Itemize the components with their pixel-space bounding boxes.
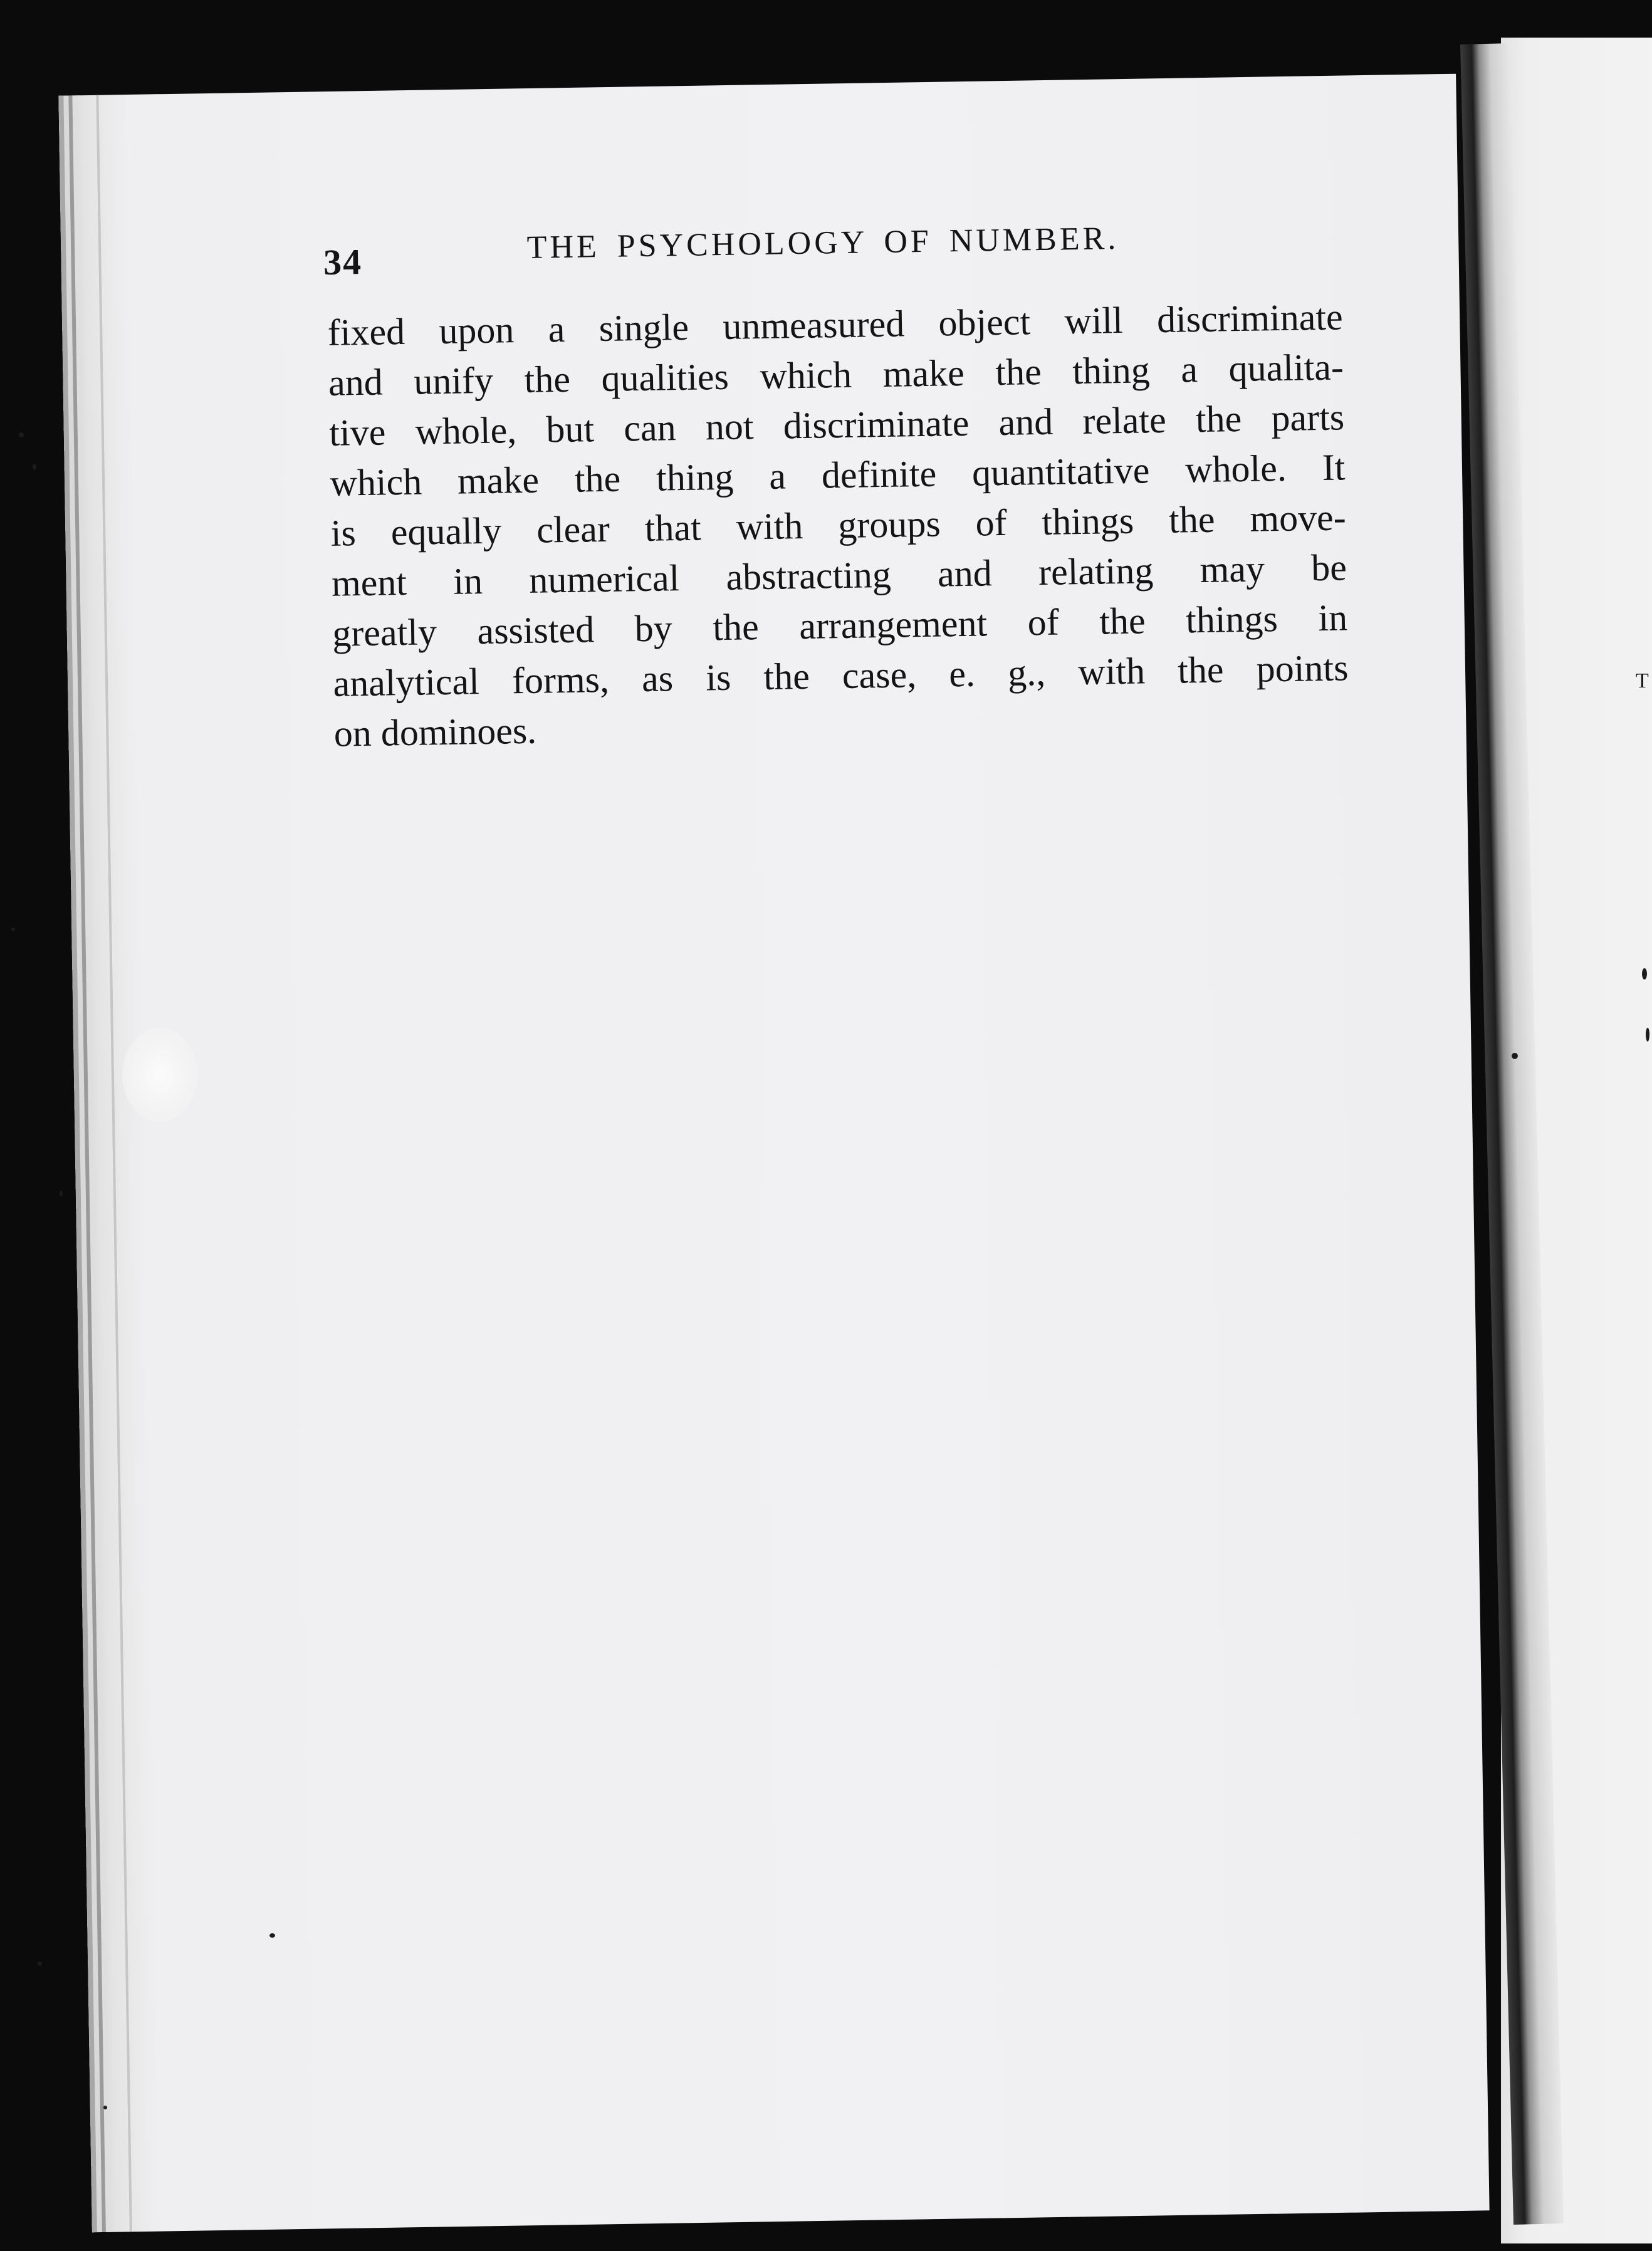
dust-speck — [19, 432, 24, 437]
text-line: ment in numerical abstracting and relating may be — [331, 546, 1347, 604]
page-number: 34 — [323, 241, 363, 283]
facing-page-letter: T — [1636, 669, 1649, 692]
text-line: fixed upon a single unmeasured object will discriminate — [327, 296, 1344, 353]
text-line: greatly assisted by the arrangement of the things in — [332, 597, 1348, 654]
paper-blemish — [122, 1028, 197, 1122]
running-head-title: THE PSYCHOLOGY OF NUMBER. — [526, 221, 1119, 266]
dust-speck — [38, 1961, 42, 1966]
page-content — [241, 205, 1378, 760]
text-line: analytical forms, as is the case, e. g., with the points — [333, 647, 1349, 704]
dust-speck — [11, 927, 15, 931]
facing-page-text-fragment — [1636, 671, 1652, 692]
dust-speck — [1512, 1053, 1518, 1059]
dust-speck — [1642, 968, 1647, 979]
page-edge-line — [96, 95, 132, 2232]
dust-speck — [103, 2106, 107, 2109]
text-line: and unify the qualities which make the thing a qualita- — [328, 346, 1344, 404]
dust-speck — [269, 1933, 275, 1938]
body-paragraph — [327, 291, 1349, 758]
text-line: which make the thing a definite quantitative whole. It — [330, 446, 1346, 504]
dust-speck — [33, 464, 36, 470]
dust-speck — [1646, 1028, 1649, 1042]
text-line: is equally clear that with groups of things the move- — [330, 496, 1347, 554]
text-line: tive whole, but can not discriminate and relate the parts — [328, 396, 1345, 454]
text-line: on dominoes. — [333, 709, 537, 755]
dust-speck — [60, 1191, 63, 1196]
